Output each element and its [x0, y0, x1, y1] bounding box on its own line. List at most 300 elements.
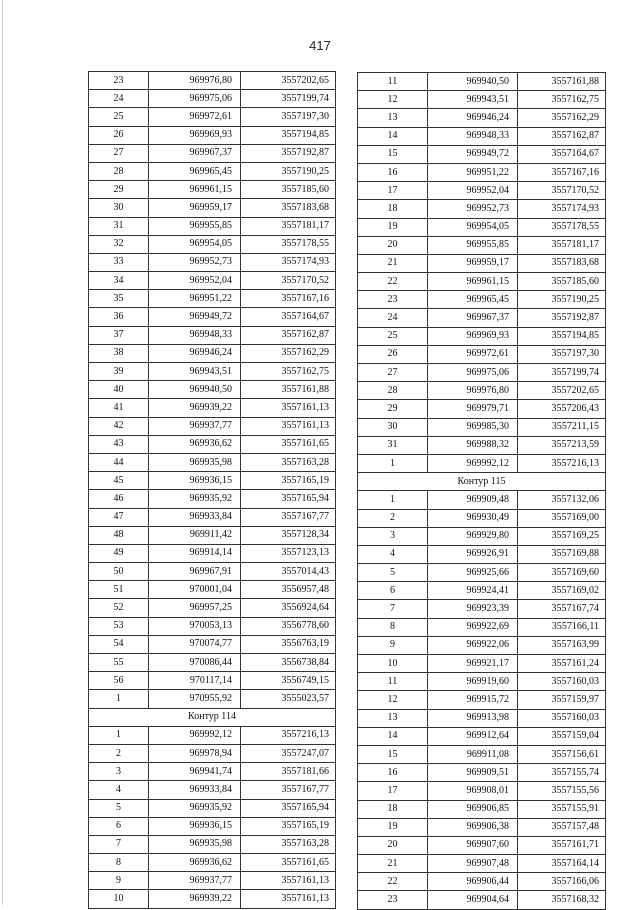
y-coordinate-cell: 3557174,93 — [518, 200, 606, 218]
x-coordinate-cell: 969988,32 — [428, 436, 518, 454]
table-row — [89, 417, 336, 435]
y-coordinate-cell: 3557162,87 — [518, 127, 606, 145]
table-row — [358, 436, 606, 454]
table-row — [358, 636, 606, 654]
point-number-cell: 13 — [358, 109, 428, 127]
table-row — [89, 835, 336, 853]
x-coordinate-cell: 969909,48 — [428, 491, 518, 509]
point-number-cell: 19 — [358, 818, 428, 836]
point-number-cell: 32 — [89, 235, 149, 253]
point-number-cell: 41 — [89, 399, 149, 417]
y-coordinate-cell: 3557169,88 — [518, 545, 606, 563]
table-row — [89, 144, 336, 162]
x-coordinate-cell: 969924,41 — [428, 582, 518, 600]
y-coordinate-cell: 3557164,67 — [518, 145, 606, 163]
point-number-cell: 6 — [358, 582, 428, 600]
y-coordinate-cell: 3557164,14 — [518, 855, 606, 873]
point-number-cell: 43 — [89, 435, 149, 453]
table-row — [89, 490, 336, 508]
table-row — [358, 891, 606, 909]
point-number-cell: 5 — [358, 564, 428, 582]
y-coordinate-cell: 3557161,13 — [241, 417, 336, 435]
point-number-cell: 16 — [358, 764, 428, 782]
table-row — [89, 654, 336, 672]
point-number-cell: 39 — [89, 363, 149, 381]
x-coordinate-cell: 969948,33 — [149, 326, 241, 344]
y-coordinate-cell: 3557163,28 — [241, 453, 336, 471]
x-coordinate-cell: 969992,12 — [149, 726, 241, 744]
x-coordinate-cell: 969992,12 — [428, 454, 518, 472]
x-coordinate-cell: 970117,14 — [149, 672, 241, 690]
x-coordinate-cell: 969957,25 — [149, 599, 241, 617]
point-number-cell: 22 — [358, 873, 428, 891]
table-row — [89, 854, 336, 872]
x-coordinate-cell: 969921,17 — [428, 655, 518, 673]
point-number-cell: 14 — [358, 127, 428, 145]
table-row — [358, 327, 606, 345]
point-number-cell: 11 — [358, 673, 428, 691]
table-row — [358, 127, 606, 145]
y-coordinate-cell: 3557161,13 — [241, 872, 336, 890]
y-coordinate-cell: 3557155,56 — [518, 782, 606, 800]
point-number-cell: 1 — [89, 690, 149, 708]
point-number-cell: 36 — [89, 308, 149, 326]
x-coordinate-cell: 969979,71 — [428, 400, 518, 418]
x-coordinate-cell: 969939,22 — [149, 399, 241, 417]
y-coordinate-cell: 3557174,93 — [241, 253, 336, 271]
point-number-cell: 8 — [358, 618, 428, 636]
point-number-cell: 35 — [89, 290, 149, 308]
contour-header: Контур 114 — [89, 708, 336, 726]
y-coordinate-cell: 3557167,16 — [518, 163, 606, 181]
x-coordinate-cell: 969912,64 — [428, 727, 518, 745]
table-row — [89, 744, 336, 762]
point-number-cell: 8 — [89, 854, 149, 872]
table-row — [89, 199, 336, 217]
point-number-cell: 14 — [358, 727, 428, 745]
x-coordinate-cell: 969952,04 — [149, 272, 241, 290]
table-row — [358, 509, 606, 527]
y-coordinate-cell: 3557167,77 — [241, 781, 336, 799]
table-row — [89, 690, 336, 708]
contour-header: Контур 115 — [358, 473, 606, 491]
table-row — [89, 563, 336, 581]
y-coordinate-cell: 3557161,65 — [241, 854, 336, 872]
table-row — [89, 672, 336, 690]
table-row — [89, 308, 336, 326]
point-number-cell: 28 — [358, 382, 428, 400]
point-number-cell: 23 — [358, 291, 428, 309]
x-coordinate-cell: 969923,39 — [428, 600, 518, 618]
point-number-cell: 46 — [89, 490, 149, 508]
point-number-cell: 47 — [89, 508, 149, 526]
y-coordinate-cell: 3557132,06 — [518, 491, 606, 509]
y-coordinate-cell: 3557181,17 — [518, 236, 606, 254]
y-coordinate-cell: 3556749,15 — [241, 672, 336, 690]
x-coordinate-cell: 969919,60 — [428, 673, 518, 691]
y-coordinate-cell: 3557183,68 — [241, 199, 336, 217]
table-row — [358, 709, 606, 727]
x-coordinate-cell: 969904,64 — [428, 891, 518, 909]
x-coordinate-cell: 970053,13 — [149, 617, 241, 635]
y-coordinate-cell: 3557161,13 — [241, 890, 336, 908]
table-row — [358, 73, 606, 91]
point-number-cell: 18 — [358, 800, 428, 818]
x-coordinate-cell: 969906,85 — [428, 800, 518, 818]
y-coordinate-cell: 3557165,94 — [241, 490, 336, 508]
table-row — [358, 218, 606, 236]
x-coordinate-cell: 969954,05 — [428, 218, 518, 236]
x-coordinate-cell: 969935,98 — [149, 453, 241, 471]
point-number-cell: 17 — [358, 182, 428, 200]
table-row — [89, 872, 336, 890]
x-coordinate-cell: 969946,24 — [149, 344, 241, 362]
y-coordinate-cell: 3557159,97 — [518, 691, 606, 709]
x-coordinate-cell: 969913,98 — [428, 709, 518, 727]
y-coordinate-cell: 3557185,60 — [241, 181, 336, 199]
contour-header-row — [358, 473, 606, 491]
y-coordinate-cell: 3557181,17 — [241, 217, 336, 235]
table-row — [89, 581, 336, 599]
x-coordinate-cell: 969961,15 — [149, 181, 241, 199]
x-coordinate-cell: 969925,66 — [428, 564, 518, 582]
point-number-cell: 50 — [89, 563, 149, 581]
table-row — [358, 200, 606, 218]
table-row — [358, 345, 606, 363]
y-coordinate-cell: 3557161,88 — [518, 73, 606, 91]
y-coordinate-cell: 3557169,00 — [518, 509, 606, 527]
y-coordinate-cell: 3557162,29 — [241, 344, 336, 362]
table-row — [358, 418, 606, 436]
y-coordinate-cell: 3556738,84 — [241, 654, 336, 672]
x-coordinate-cell: 969941,74 — [149, 763, 241, 781]
point-number-cell: 48 — [89, 526, 149, 544]
point-number-cell: 44 — [89, 453, 149, 471]
point-number-cell: 1 — [358, 454, 428, 472]
x-coordinate-cell: 969965,45 — [428, 291, 518, 309]
table-row — [358, 273, 606, 291]
y-coordinate-cell: 3557157,48 — [518, 818, 606, 836]
table-row — [89, 890, 336, 908]
y-coordinate-cell: 3557199,74 — [518, 364, 606, 382]
table-row — [89, 290, 336, 308]
y-coordinate-cell: 3557216,13 — [241, 726, 336, 744]
table-row — [89, 726, 336, 744]
point-number-cell: 10 — [89, 890, 149, 908]
table-row — [89, 763, 336, 781]
y-coordinate-cell: 3557128,34 — [241, 526, 336, 544]
point-number-cell: 55 — [89, 654, 149, 672]
y-coordinate-cell: 3556957,48 — [241, 581, 336, 599]
y-coordinate-cell: 3557159,04 — [518, 727, 606, 745]
x-coordinate-cell: 969937,77 — [149, 417, 241, 435]
y-coordinate-cell: 3557161,88 — [241, 381, 336, 399]
table-row — [89, 108, 336, 126]
point-number-cell: 1 — [89, 726, 149, 744]
table-row — [358, 454, 606, 472]
x-coordinate-cell: 969936,62 — [149, 435, 241, 453]
point-number-cell: 13 — [358, 709, 428, 727]
x-coordinate-cell: 969940,50 — [428, 73, 518, 91]
x-coordinate-cell: 969908,01 — [428, 782, 518, 800]
table-row — [89, 799, 336, 817]
y-coordinate-cell: 3557169,25 — [518, 527, 606, 545]
x-coordinate-cell: 969951,22 — [149, 290, 241, 308]
table-row — [89, 781, 336, 799]
x-coordinate-cell: 969943,51 — [149, 363, 241, 381]
table-row — [358, 400, 606, 418]
y-coordinate-cell: 3557169,60 — [518, 564, 606, 582]
x-coordinate-cell: 969976,80 — [149, 72, 241, 90]
table-row — [358, 291, 606, 309]
table-row — [358, 691, 606, 709]
point-number-cell: 12 — [358, 91, 428, 109]
y-coordinate-cell: 3557162,75 — [518, 91, 606, 109]
table-row — [358, 382, 606, 400]
table-row — [358, 545, 606, 563]
table-row — [89, 326, 336, 344]
x-coordinate-cell: 969975,06 — [149, 90, 241, 108]
x-coordinate-cell: 969907,60 — [428, 836, 518, 854]
y-coordinate-cell: 3557197,30 — [241, 108, 336, 126]
x-coordinate-cell: 969911,42 — [149, 526, 241, 544]
x-coordinate-cell: 970955,92 — [149, 690, 241, 708]
page-edge-line — [2, 0, 3, 905]
x-coordinate-cell: 969975,06 — [428, 364, 518, 382]
point-number-cell: 30 — [358, 418, 428, 436]
table-row — [89, 162, 336, 180]
table-row — [358, 800, 606, 818]
point-number-cell: 31 — [358, 436, 428, 454]
x-coordinate-cell: 969952,73 — [428, 200, 518, 218]
table-row — [358, 727, 606, 745]
point-number-cell: 28 — [89, 162, 149, 180]
point-number-cell: 56 — [89, 672, 149, 690]
table-row — [358, 145, 606, 163]
table-row — [358, 818, 606, 836]
y-coordinate-cell: 3557202,65 — [241, 72, 336, 90]
table-row — [358, 236, 606, 254]
y-coordinate-cell: 3557163,99 — [518, 636, 606, 654]
table-row — [358, 618, 606, 636]
point-number-cell: 34 — [89, 272, 149, 290]
y-coordinate-cell: 3556924,64 — [241, 599, 336, 617]
table-row — [89, 235, 336, 253]
table-row — [358, 364, 606, 382]
x-coordinate-cell: 969972,61 — [149, 108, 241, 126]
x-coordinate-cell: 969935,92 — [149, 799, 241, 817]
table-row — [89, 90, 336, 108]
x-coordinate-cell: 969936,15 — [149, 817, 241, 835]
y-coordinate-cell: 3556778,60 — [241, 617, 336, 635]
y-coordinate-cell: 3557206,43 — [518, 400, 606, 418]
point-number-cell: 38 — [89, 344, 149, 362]
y-coordinate-cell: 3557155,91 — [518, 800, 606, 818]
table-row — [89, 817, 336, 835]
x-coordinate-cell: 969937,77 — [149, 872, 241, 890]
y-coordinate-cell: 3557211,15 — [518, 418, 606, 436]
x-coordinate-cell: 969906,44 — [428, 873, 518, 891]
point-number-cell: 40 — [89, 381, 149, 399]
y-coordinate-cell: 3557167,77 — [241, 508, 336, 526]
table-row — [358, 254, 606, 272]
y-coordinate-cell: 3557194,85 — [241, 126, 336, 144]
x-coordinate-cell: 969939,22 — [149, 890, 241, 908]
y-coordinate-cell: 3557162,29 — [518, 109, 606, 127]
y-coordinate-cell: 3557216,13 — [518, 454, 606, 472]
coordinates-table-right — [357, 72, 606, 910]
x-coordinate-cell: 969933,84 — [149, 781, 241, 799]
y-coordinate-cell: 3557178,55 — [241, 235, 336, 253]
table-row — [89, 472, 336, 490]
x-coordinate-cell: 969967,37 — [428, 309, 518, 327]
y-coordinate-cell: 3557170,52 — [241, 272, 336, 290]
table-row — [89, 72, 336, 90]
y-coordinate-cell: 3557194,85 — [518, 327, 606, 345]
y-coordinate-cell: 3557160,03 — [518, 709, 606, 727]
point-number-cell: 9 — [89, 872, 149, 890]
contour-header-row — [89, 708, 336, 726]
y-coordinate-cell: 3557197,30 — [518, 345, 606, 363]
point-number-cell: 2 — [358, 509, 428, 527]
point-number-cell: 24 — [358, 309, 428, 327]
y-coordinate-cell: 3557123,13 — [241, 544, 336, 562]
point-number-cell: 15 — [358, 145, 428, 163]
y-coordinate-cell: 3557170,52 — [518, 182, 606, 200]
table-row — [358, 655, 606, 673]
y-coordinate-cell: 3557161,13 — [241, 399, 336, 417]
y-coordinate-cell: 3557192,87 — [241, 144, 336, 162]
coordinates-table-left — [88, 71, 336, 909]
point-number-cell: 25 — [89, 108, 149, 126]
y-coordinate-cell: 3557165,19 — [241, 472, 336, 490]
y-coordinate-cell: 3557162,87 — [241, 326, 336, 344]
table-row — [89, 508, 336, 526]
y-coordinate-cell: 3557169,02 — [518, 582, 606, 600]
point-number-cell: 17 — [358, 782, 428, 800]
table-row — [89, 635, 336, 653]
point-number-cell: 23 — [358, 891, 428, 909]
x-coordinate-cell: 970074,77 — [149, 635, 241, 653]
y-coordinate-cell: 3557183,68 — [518, 254, 606, 272]
y-coordinate-cell: 3557190,25 — [241, 162, 336, 180]
table-row — [89, 344, 336, 362]
x-coordinate-cell: 969954,05 — [149, 235, 241, 253]
y-coordinate-cell: 3557168,32 — [518, 891, 606, 909]
table-row — [358, 564, 606, 582]
point-number-cell: 4 — [89, 781, 149, 799]
x-coordinate-cell: 969929,80 — [428, 527, 518, 545]
table-row — [89, 126, 336, 144]
table-row — [358, 782, 606, 800]
table-row — [89, 453, 336, 471]
point-number-cell: 29 — [89, 181, 149, 199]
table-row — [358, 836, 606, 854]
y-coordinate-cell: 3557199,74 — [241, 90, 336, 108]
y-coordinate-cell: 3557164,67 — [241, 308, 336, 326]
point-number-cell: 21 — [358, 254, 428, 272]
x-coordinate-cell: 969961,15 — [428, 273, 518, 291]
y-coordinate-cell: 3557190,25 — [518, 291, 606, 309]
x-coordinate-cell: 969943,51 — [428, 91, 518, 109]
point-number-cell: 11 — [358, 73, 428, 91]
point-number-cell: 30 — [89, 199, 149, 217]
table-row — [358, 673, 606, 691]
table-row — [89, 363, 336, 381]
point-number-cell: 12 — [358, 691, 428, 709]
x-coordinate-cell: 969922,06 — [428, 636, 518, 654]
point-number-cell: 20 — [358, 836, 428, 854]
y-coordinate-cell: 3557160,03 — [518, 673, 606, 691]
page-number: 417 — [309, 38, 331, 53]
table-row — [89, 272, 336, 290]
table-row — [358, 163, 606, 181]
table-row — [89, 435, 336, 453]
table-row — [89, 217, 336, 235]
point-number-cell: 52 — [89, 599, 149, 617]
x-coordinate-cell: 969909,51 — [428, 764, 518, 782]
x-coordinate-cell: 969914,14 — [149, 544, 241, 562]
point-number-cell: 19 — [358, 218, 428, 236]
y-coordinate-cell: 3557202,65 — [518, 382, 606, 400]
x-coordinate-cell: 969906,38 — [428, 818, 518, 836]
point-number-cell: 7 — [89, 835, 149, 853]
point-number-cell: 45 — [89, 472, 149, 490]
x-coordinate-cell: 969922,69 — [428, 618, 518, 636]
y-coordinate-cell: 3557156,61 — [518, 745, 606, 763]
table-row — [89, 381, 336, 399]
y-coordinate-cell: 3557161,24 — [518, 655, 606, 673]
x-coordinate-cell: 969935,92 — [149, 490, 241, 508]
y-coordinate-cell: 3557167,16 — [241, 290, 336, 308]
point-number-cell: 33 — [89, 253, 149, 271]
x-coordinate-cell: 969926,91 — [428, 545, 518, 563]
x-coordinate-cell: 969952,04 — [428, 182, 518, 200]
x-coordinate-cell: 970001,04 — [149, 581, 241, 599]
x-coordinate-cell: 969959,17 — [149, 199, 241, 217]
table-row — [358, 527, 606, 545]
y-coordinate-cell: 3557181,66 — [241, 763, 336, 781]
y-coordinate-cell: 3557185,60 — [518, 273, 606, 291]
x-coordinate-cell: 969969,93 — [428, 327, 518, 345]
y-coordinate-cell: 3557014,43 — [241, 563, 336, 581]
point-number-cell: 3 — [358, 527, 428, 545]
point-number-cell: 25 — [358, 327, 428, 345]
y-coordinate-cell: 3557167,74 — [518, 600, 606, 618]
y-coordinate-cell: 3557213,59 — [518, 436, 606, 454]
x-coordinate-cell: 969965,45 — [149, 162, 241, 180]
point-number-cell: 9 — [358, 636, 428, 654]
table-row — [89, 544, 336, 562]
x-coordinate-cell: 969936,62 — [149, 854, 241, 872]
table-row — [358, 91, 606, 109]
point-number-cell: 7 — [358, 600, 428, 618]
x-coordinate-cell: 969949,72 — [428, 145, 518, 163]
table-row — [358, 182, 606, 200]
y-coordinate-cell: 3557163,28 — [241, 835, 336, 853]
x-coordinate-cell: 969967,37 — [149, 144, 241, 162]
y-coordinate-cell: 3557192,87 — [518, 309, 606, 327]
point-number-cell: 31 — [89, 217, 149, 235]
table-row — [358, 745, 606, 763]
y-coordinate-cell: 3557161,65 — [241, 435, 336, 453]
point-number-cell: 37 — [89, 326, 149, 344]
y-coordinate-cell: 3557162,75 — [241, 363, 336, 381]
point-number-cell: 2 — [89, 744, 149, 762]
point-number-cell: 16 — [358, 163, 428, 181]
x-coordinate-cell: 969955,85 — [149, 217, 241, 235]
x-coordinate-cell: 969935,98 — [149, 835, 241, 853]
